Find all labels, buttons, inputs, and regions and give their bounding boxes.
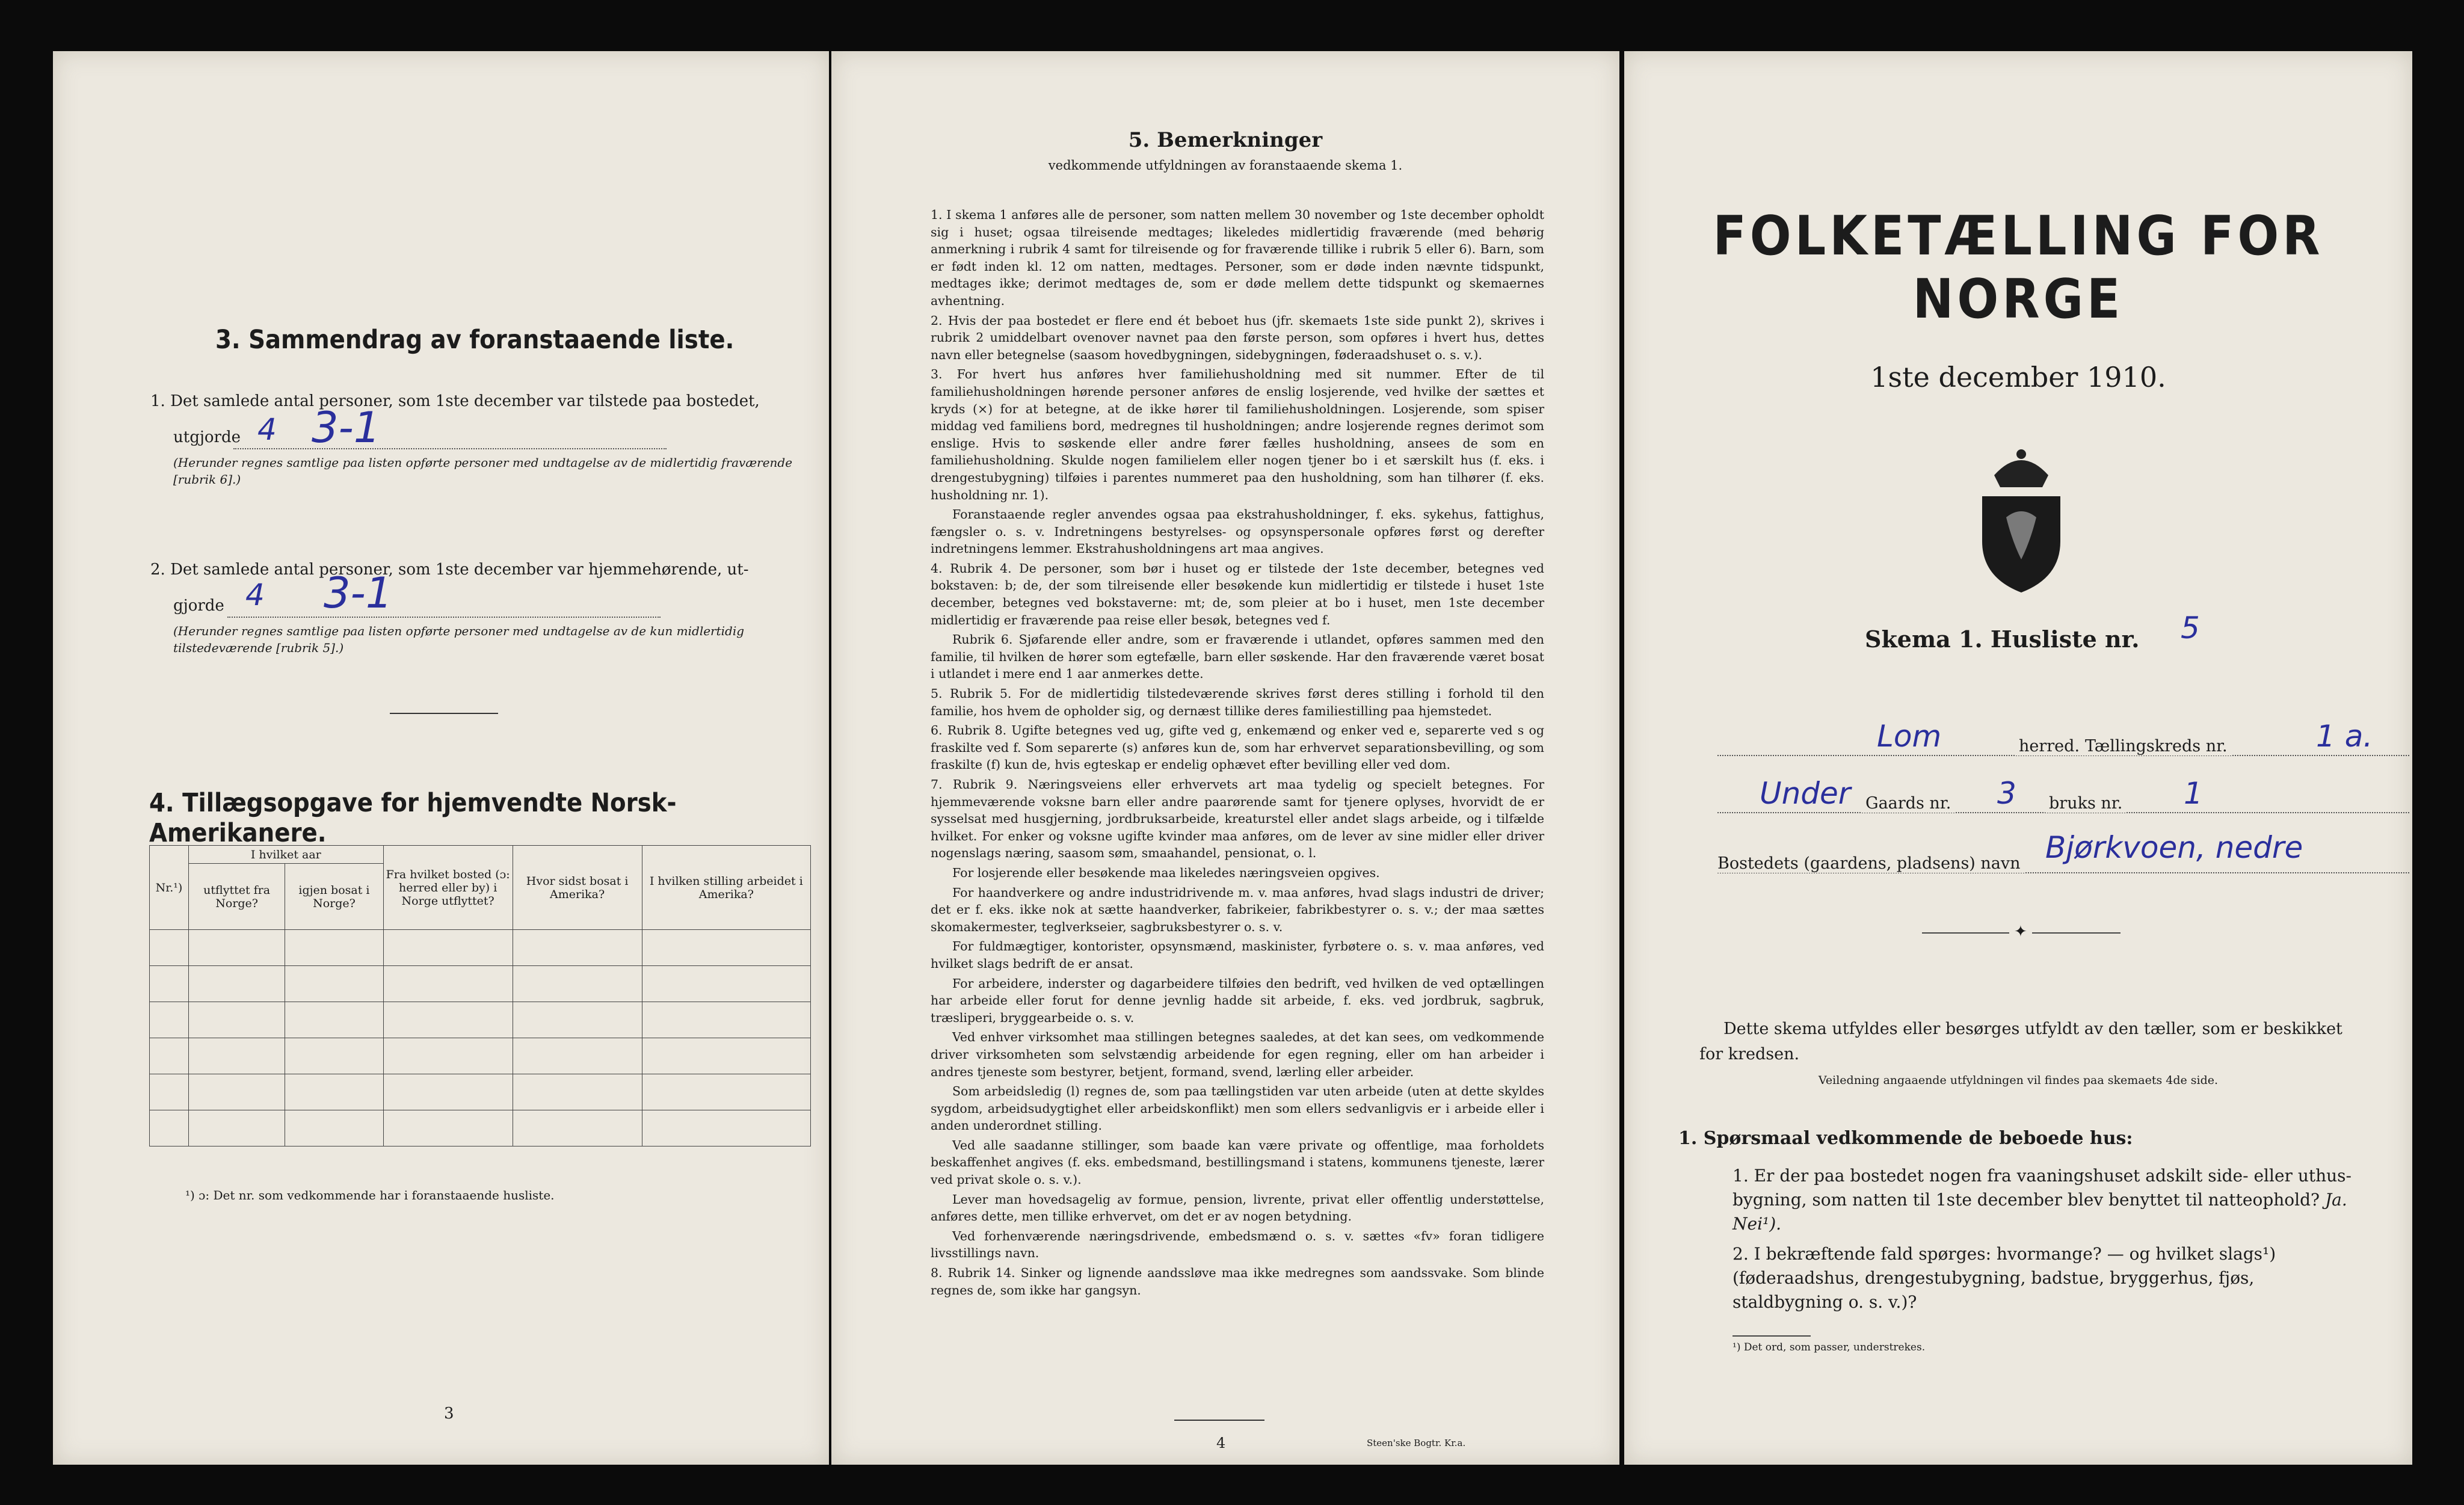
- table-row: [150, 1002, 811, 1038]
- divider: [1732, 1335, 1811, 1337]
- table-row: [150, 930, 811, 966]
- remark-paragraph: 8. Rubrik 14. Sinker og lignende aandssløve maa ikke medregnes som aandssvake. Som blinde regnes de, som ikke har gangsyn.: [931, 1266, 1544, 1297]
- remark-paragraph: 7. Rubrik 9. Næringsveiens eller erhvervets art maa tydelig og specielt betegnes. For hjemmeværende voksne barn eller andre paarørende samt for tjenere oplyses, hvorvidt de er sysselsat med husgjerning, jordbruksarbeide, kreaturstel eller andet slags arbeide, og i tilfælde hvilket. For enker og voksne ugifte kvinder maa anføres, om de lever av sine midler eller driver nogenslags næring, saasom søm, smaahandel, pensionat, o. l.: [931, 777, 1544, 861]
- skema-label: Skema 1. Husliste nr.: [1865, 626, 2140, 653]
- dotted-line: [227, 617, 661, 618]
- intro-guidance: Veiledning angaaende utfyldningen vil findes paa skemaets 4de side.: [1818, 1074, 2219, 1087]
- intro-text: Dette skema utfyldes eller besørges utfyldt av den tæller, som er beskikket for kredsen.: [1699, 1020, 2342, 1063]
- gaard-prefix: Under: [1760, 776, 1851, 811]
- dotted-line: [233, 448, 667, 449]
- remark-paragraph: Som arbeidsledig (l) regnes de, som paa tællingstiden var uten arbeide (uten at dette skyldes sygdom, arbeidsudygtighet eller arbeidskonflikt) men som ellers sedvanligvis er i arbeide eller i anden underordnet stilling.: [931, 1084, 1544, 1133]
- remark-paragraph: 6. Rubrik 8. Ugifte betegnes ved ug, gifte ved g, enkemænd og enker ved e, separerte ved s og fraskilte ved f. Som separerte (s) anføres kun de, som har erhvervet separationsbevilling, og som fraskilte (f) kun de, hvis egteskap er endelig ophævet efter bevilling eller ved dom.: [931, 723, 1544, 772]
- remark-paragraph: Lever man hovedsagelig av formue, pension, livrente, privat eller offentlig understøttelse, anføres dette, men tillike erhvervet, om det er av nogen betydning.: [931, 1192, 1544, 1224]
- section4-footnote: ¹) ɔ: Det nr. som vedkommende har i foranstaaende husliste.: [185, 1188, 555, 1202]
- section3-title: 3. Sammendrag av foranstaaende liste.: [215, 325, 735, 355]
- remarks-body: [931, 206, 1544, 1301]
- section3-item2-handwritten: 3-1: [324, 568, 393, 618]
- col-utflyttet: utflyttet fra Norge?: [189, 864, 285, 930]
- remark-paragraph: Foranstaaende regler anvendes ogsaa paa ekstrahusholdninger, f. eks. sykehus, fattighus, fængsler o. s. v. Indretningens bestyrelses- og opsynspersonale opføres først og derefter indretningens lemmer. Ekstrahusholdningens art maa angives.: [931, 507, 1544, 556]
- remarks-subtitle: vedkommende utfyldningen av foranstaaende skema 1.: [1048, 158, 1403, 173]
- question-1-answer: Ja. Nei¹).: [1732, 1190, 2347, 1234]
- section3-item2: 2. Det samlede antal personer, som 1ste december var hjemmehørende, ut-: [150, 561, 749, 579]
- section3-item1-label: utgjorde: [173, 428, 241, 446]
- bosted-label: Bostedets (gaardens, pladsens) navn: [1717, 854, 2024, 873]
- col-igjen: igjen bosat i Norge?: [285, 864, 383, 930]
- table-row: [150, 966, 811, 1002]
- remark-paragraph: Rubrik 6. Sjøfarende eller andre, som er fraværende i utlandet, opføres sammen med den familie, til hvilken de hører som egtefælle, barn eller søskende. Har den fraværende været bosat i utlandet i mere end 1 aar anmerkes dette.: [931, 632, 1544, 682]
- table-row: [150, 1110, 811, 1146]
- coat-of-arms-icon: [1958, 439, 2084, 596]
- husliste-number: 5: [2181, 611, 2200, 645]
- kreds-value: 1 a.: [2316, 719, 2373, 754]
- remark-paragraph: 4. Rubrik 4. De personer, som bør i huset og er tilstede der 1ste december, betegnes ved bokstaven: b; de, der som tilreisende eller besøkende kun midlertidig er tilstede i huset 1ste december, betegnes ved bokstaverne: mt; de, som pleier at bo i huset, men 1ste december midlertidig er fraværende paa reise eller besøk, betegnes ved f.: [931, 561, 1544, 627]
- col-nr: Nr.¹): [150, 846, 189, 930]
- herred-value: Lom: [1877, 719, 1942, 754]
- remark-paragraph: For haandverkere og andre industridrivende m. v. maa anføres, hvad slags industri de driver; det er f. eks. ikke nok at sætte haandverker, fabrikeier, fabrikbestyrer o. s. v.; der maa sættes skomakermester, teglverkseier, sagbruksbestyrer o. s. v.: [931, 885, 1544, 934]
- remarks-title: 5. Bemerkninger: [1128, 128, 1323, 152]
- kreds-label: Tællingskreds nr.: [2081, 737, 2231, 756]
- col-stilling: I hvilken stilling arbeidet i Amerika?: [642, 846, 810, 930]
- table-row: [150, 1038, 811, 1074]
- page-number: 3: [444, 1405, 454, 1423]
- remark-paragraph: 1. I skema 1 anføres alle de personer, som natten mellem 30 november og 1ste december opholdt sig i huset; ogsaa tilreisende medtages; likeledes midlertidig fraværende (med behørig anmerkning i rubrik 4 samt for tilreisende og for fraværende tillike i rubrik 5 eller 6). Barn, som er født inden kl. 12 om natten, medtages. Personer, som er døde inden nævnte tidspunkt, medtages ikke; derimot medtages de, som er døde mellem dette tidspunkt og skemaernes avhentning.: [931, 208, 1544, 308]
- table-row: [150, 1074, 811, 1110]
- remark-paragraph: 5. Rubrik 5. For de midlertidig tilstedeværende skrives først deres stilling i forhold til den familie, hos hvem de opholder sig, og dernæst tillike deres familiestilling paa hjemstedet.: [931, 686, 1544, 718]
- remark-paragraph: Ved enhver virksomhet maa stillingen betegnes saaledes, at det kan sees, om vedkommende driver virksomheten som selvstændig arbeidende for egen regning, eller om han arbeider i andres tjeneste som bestyrer, betjent, formand, svend, lærling eller arbeider.: [931, 1030, 1544, 1079]
- section3-item1-note: (Herunder regnes samtlige paa listen opførte personer med undtagelse av de midlertidig fraværende [rubrik 6].): [173, 455, 793, 487]
- bruk-label: bruks nr.: [2045, 794, 2126, 813]
- census-date: 1ste december 1910.: [1870, 361, 2166, 393]
- bruk-value: 1: [2184, 776, 2203, 811]
- gaard-label: Gaards nr.: [1862, 794, 1954, 813]
- section3-item1-handwritten: 3-1: [312, 403, 381, 452]
- printer-mark: Steen'ske Bogtr. Kr.a.: [1367, 1438, 1466, 1448]
- col-group: I hvilket aar: [189, 846, 384, 864]
- ornament: ✦: [2009, 923, 2032, 941]
- bosted-value: Bjørkvoen, nedre: [2045, 830, 2303, 865]
- norsk-amerikanere-table: [149, 845, 811, 1146]
- middle-page: [831, 51, 1619, 1465]
- gaard-value: 3: [1997, 776, 2016, 811]
- page-title: FOLKETÆLLING FOR NORGE: [1713, 205, 2324, 331]
- right-page: [1624, 51, 2412, 1465]
- section3-item1-value: 4: [257, 412, 277, 447]
- remark-paragraph: Ved alle saadanne stillinger, som baade kan være private og offentlige, maa forholdets beskaffenhet angives (f. eks. embedsmand, bestillingsmand i statens, kommunens tjeneste, lærer ved privat skole o. s. v.).: [931, 1137, 1544, 1187]
- remark-paragraph: Ved forhenværende næringsdrivende, embedsmænd o. s. v. sættes «fv» foran tidligere livsstillings navn.: [931, 1228, 1544, 1261]
- divider: [390, 713, 498, 714]
- left-page: [53, 51, 829, 1465]
- section3-item1: 1. Det samlede antal personer, som 1ste december var tilstede paa bostedet,: [150, 392, 760, 410]
- footnote: ¹) Det ord, som passer, understrekes.: [1732, 1341, 1926, 1353]
- remark-paragraph: For losjerende eller besøkende maa likeledes næringsveien opgives.: [952, 865, 1380, 880]
- remark-paragraph: For arbeidere, inderster og dagarbeidere tilføies den bedrift, ved hvilken de ved optællingen har arbeide eller forut for denne jevnlig hadde sit arbeide, f. eks. ved jordbruk, sagbruk, træsliperi, bryggearbeide o. s. v.: [931, 976, 1544, 1025]
- divider: [1174, 1420, 1264, 1421]
- section4-title: 4. Tillægsopgave for hjemvendte Norsk-Amerikanere.: [149, 788, 677, 848]
- questions-title: 1. Spørsmaal vedkommende de beboede hus:: [1678, 1128, 2133, 1149]
- remark-paragraph: For fuldmægtiger, kontorister, opsynsmænd, maskinister, fyrbøtere o. s. v. maa anføres, ved hvilket slags bedrift de er ansat.: [931, 939, 1544, 971]
- col-fra: Fra hvilket bosted (ɔ: herred eller by) i Norge utflyttet?: [383, 846, 513, 930]
- question-2: 2. I bekræftende fald spørges: hvormange? — og hvilket slags¹) (føderaadshus, drengestubygning, badstue, bryggerhus, fjøs, staldbygning o. s. v.)?: [1732, 1244, 2276, 1312]
- section3-item2-note: (Herunder regnes samtlige paa listen opførte personer med undtagelse av de kun midlertidig tilstedeværende [rubrik 5].): [173, 624, 745, 655]
- remark-paragraph: 2. Hvis der paa bostedet er flere end ét beboet hus (jfr. skemaets 1ste side punkt 2), skrives i rubrik 2 umiddelbart ovenover navnet paa den første person, som opføres i hvert hus, dettes navn eller betegnelse (saasom hovedbygningen, sidebygningen, føderaadshuset o. s. v.).: [931, 313, 1544, 362]
- section3-item2-value: 4: [245, 577, 265, 612]
- page-number: 4: [1216, 1435, 1226, 1451]
- col-hvor: Hvor sidst bosat i Amerika?: [513, 846, 642, 930]
- herred-label: herred.: [2015, 737, 2083, 756]
- section3-item2-label: gjorde: [173, 597, 224, 615]
- question-1: 1. Er der paa bostedet nogen fra vaaningshuset adskilt side- eller uthus-bygning, som natten til 1ste december blev benyttet til natteophold? Ja. Nei¹).: [1732, 1166, 2352, 1234]
- remark-paragraph: 3. For hvert hus anføres hver familiehusholdning med sit nummer. Efter de til familiehusholdningen hørende personer anføres de enslig losjerende, ved hvilke der sættes et kryds (×) for at betegne, at de ikke hører til familiehusholdningen. Losjerende, som spiser middag ved familiens bord, medregnes til husholdningen; andre losjerende regnes derimot som enslige. Hvis to søskende eller andre fører fælles husholdning, ansees de som en familiehusholdning. Skulde nogen familielem eller nogen tjener bo i et særskilt hus (f. eks. i drengestubygning) tilføies i parentes nummeret paa den husholdning, som han tilhører (f. eks. husholdning nr. 1).: [931, 367, 1544, 502]
